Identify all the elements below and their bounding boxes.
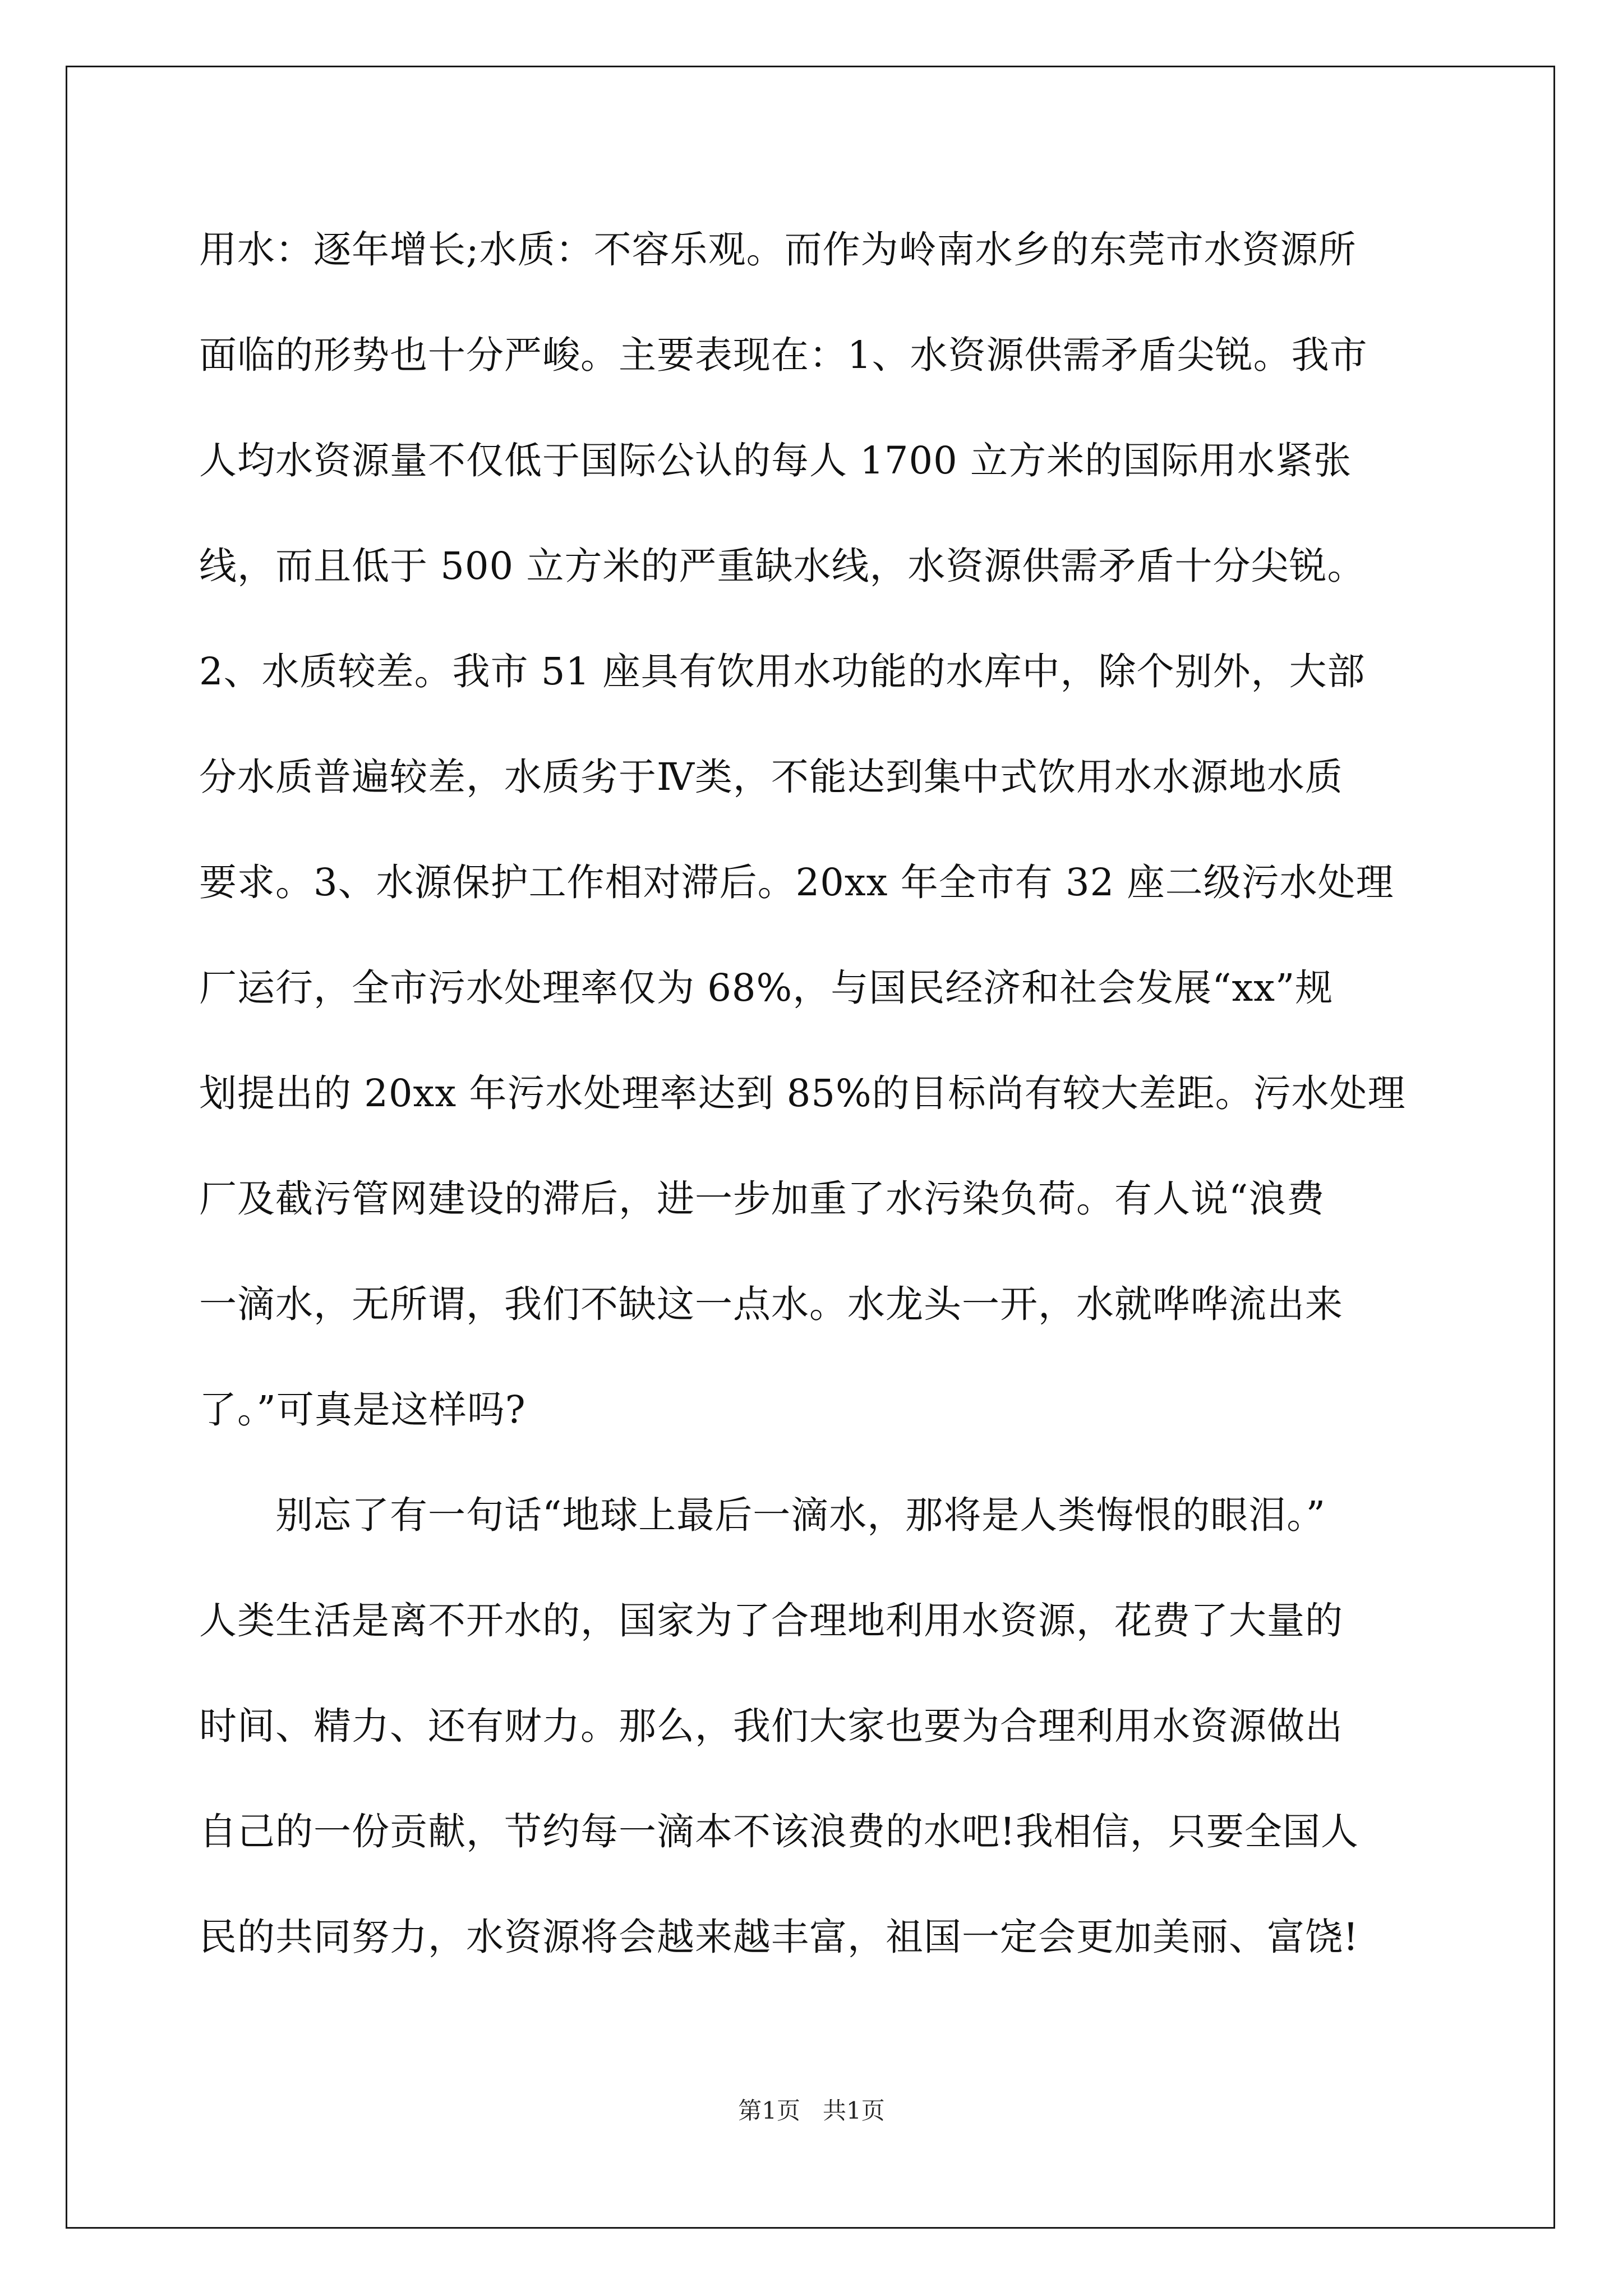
text-line: 民的共同努力，水资源将会越来越丰富，祖国一定会更加美丽、富饶! (199, 1915, 1359, 1959)
text-line: 分水质普遍较差，水质劣于Ⅳ类，不能达到集中式饮用水水源地水质 (199, 755, 1343, 799)
text-line: 厂及截污管网建设的滞后，进一步加重了水污染负荷。有人说“浪费 (199, 1177, 1325, 1221)
page-footer: 第1页 共1页 (738, 2097, 885, 2124)
text-line: 厂运行，全市污水处理率仅为 68%，与国民经济和社会发展“xx”规 (199, 966, 1334, 1010)
text-line: 自己的一份贡献，节约每一滴本不该浪费的水吧!我相信，只要全国人 (199, 1810, 1359, 1853)
text-line: 一滴水，无所谓，我们不缺这一点水。水龙头一开，水就哗哗流出来 (199, 1282, 1343, 1326)
text-line: 2、水质较差。我市 51 座具有饮用水功能的水库中，除个别外，大部 (199, 650, 1366, 693)
text-line: 了。”可真是这样吗? (199, 1388, 526, 1432)
text-line: 面临的形势也十分严峻。主要表现在：1、水资源供需矛盾尖锐。我市 (199, 333, 1368, 377)
text-line: 人类生活是离不开水的，国家为了合理地利用水资源，花费了大量的 (199, 1599, 1343, 1642)
text-line: 要求。3、水源保护工作相对滞后。20xx 年全市有 32 座二级污水处理 (199, 861, 1394, 904)
text-line: 划提出的 20xx 年污水处理率达到 85%的目标尚有较大差距。污水处理 (199, 1071, 1406, 1115)
text-line: 人均水资源量不仅低于国际公认的每人 1700 立方米的国际用水紧张 (199, 439, 1352, 482)
paragraph-start-line: 别忘了有一句话“地球上最后一滴水，那将是人类悔恨的眼泪。” (199, 1493, 1326, 1537)
page-border (66, 66, 1555, 2229)
text-line: 线，而且低于 500 立方米的严重缺水线，水资源供需矛盾十分尖锐。 (199, 544, 1366, 588)
text-line: 用水：逐年增长;水质：不容乐观。而作为岭南水乡的东莞市水资源所 (199, 228, 1357, 272)
text-line: 时间、精力、还有财力。那么，我们大家也要为合理利用水资源做出 (199, 1704, 1343, 1748)
